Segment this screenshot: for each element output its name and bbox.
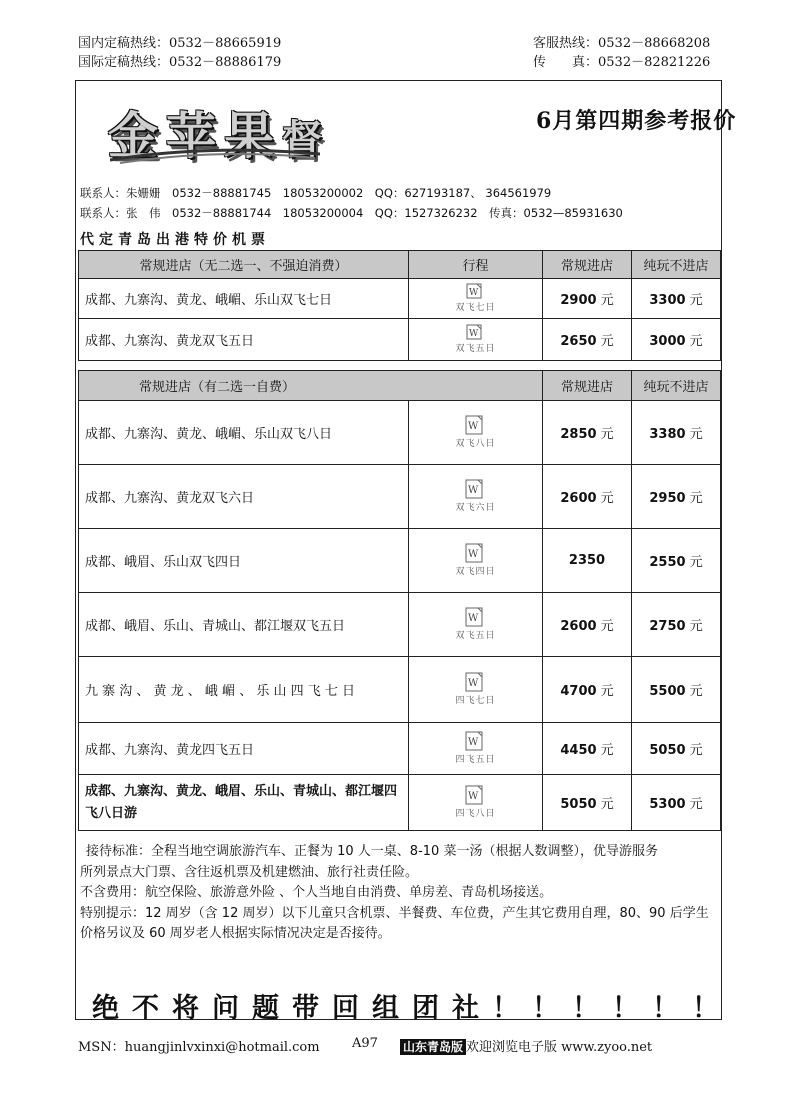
table-row — [79, 465, 721, 529]
price-regular: 2850 元 — [543, 401, 632, 465]
route-name: 九 寨 沟 、 黄 龙 、 峨 嵋 、 乐 山 四 飞 七 日 — [79, 657, 409, 723]
domestic-hotline: 国内定稿热线：0532－88665919 — [78, 36, 282, 51]
footer-site — [400, 1036, 652, 1055]
price-no-shop: 5300 元 — [632, 775, 721, 831]
word-doc-icon — [464, 731, 486, 751]
contact-line-1: 联系人：朱姗姗 0532－88881745 18053200002 QQ：627193187、 364561979 — [80, 186, 552, 200]
price-regular: 2350 — [543, 529, 632, 593]
header-itinerary: 行程 — [409, 251, 543, 279]
svg-text:W: W — [469, 329, 479, 339]
itinerary-doc[interactable] — [455, 415, 495, 449]
route-name: 成都、九寨沟、黄龙四飞五日 — [79, 723, 409, 775]
notes-line: 特别提示：12 周岁（含 12 周岁）以下儿童只含机票、半餐费、车位费，产生其它费用自理，80、90 后学生价格另议及 60 周岁老人根据实际情况决定是否接待。 — [80, 905, 709, 941]
price-no-shop: 5500 元 — [632, 657, 721, 723]
itinerary-doc[interactable] — [455, 607, 495, 641]
svg-text:W: W — [468, 421, 479, 432]
price-regular: 2600 元 — [543, 593, 632, 657]
svg-text:W: W — [468, 549, 479, 560]
price-no-shop: 3300 元 — [632, 279, 721, 319]
doc-label: 四飞五日 — [455, 755, 496, 765]
word-doc-icon — [464, 672, 486, 692]
table-row — [79, 775, 721, 831]
table-row — [79, 657, 721, 723]
price-regular: 5050 元 — [543, 775, 632, 831]
doc-label: 双飞七日 — [455, 303, 496, 313]
price-regular: 2900 元 — [543, 279, 632, 319]
route-name: 成都、九寨沟、黄龙、峨嵋、乐山双飞八日 — [79, 401, 409, 465]
header-category: 常规进店（有二选一自费） — [79, 371, 543, 401]
route-name: 成都、峨眉、乐山双飞四日 — [79, 529, 409, 593]
doc-label: 四飞七日 — [455, 696, 496, 706]
table-header-row — [79, 251, 721, 279]
header-category: 常规进店（无二选一、不强迫消费） — [79, 251, 409, 279]
price-no-shop: 2950 元 — [632, 465, 721, 529]
route-name: 成都、九寨沟、黄龙双飞六日 — [79, 465, 409, 529]
table-row — [79, 319, 721, 361]
logo-text: 金苹果 — [108, 107, 282, 165]
header-regular: 常规进店 — [543, 251, 632, 279]
doc-label: 双飞六日 — [455, 503, 496, 513]
word-doc-icon — [464, 479, 486, 499]
price-regular: 4450 元 — [543, 723, 632, 775]
route-name: 成都、峨眉、乐山、青城山、都江堰双飞五日 — [79, 593, 409, 657]
price-no-shop: 5050 元 — [632, 723, 721, 775]
itinerary-doc[interactable] — [455, 479, 495, 513]
word-doc-icon — [466, 324, 484, 340]
word-doc-icon — [466, 283, 484, 299]
table-header-row — [79, 371, 721, 401]
table-row — [79, 529, 721, 593]
table-row — [79, 593, 721, 657]
price-no-shop: 3000 元 — [632, 319, 721, 361]
doc-label: 双飞八日 — [455, 439, 496, 449]
service-hotline: 客服热线：0532－88668208 — [533, 36, 711, 51]
issue-title: 6月第四期参考报价 — [536, 108, 737, 134]
notes-line: 接待标准：全程当地空调旅游汽车、正餐为 10 人一桌、8-10 菜一汤（根据人数调整），优导游服务 — [86, 844, 658, 859]
svg-text:W: W — [468, 613, 479, 624]
doc-label: 四飞八日 — [455, 809, 496, 819]
header-no-shop: 纯玩不进店 — [632, 371, 721, 401]
itinerary-doc[interactable] — [455, 283, 495, 313]
header-regular: 常规进店 — [543, 371, 632, 401]
route-name: 成都、九寨沟、黄龙、峨嵋、乐山双飞七日 — [79, 279, 409, 319]
route-name: 成都、九寨沟、黄龙、峨眉、乐山、青城山、都江堰四飞八日游 — [79, 775, 409, 831]
word-doc-icon — [464, 607, 486, 627]
itinerary-doc[interactable] — [455, 543, 495, 577]
svg-text:W: W — [469, 288, 479, 298]
svg-text:W: W — [468, 737, 479, 748]
doc-label: 双飞五日 — [455, 344, 496, 354]
svg-text:W: W — [468, 678, 479, 689]
footer-site-text[interactable]: 欢迎浏览电子版 www.zyoo.net — [466, 1040, 653, 1055]
table-row — [79, 401, 721, 465]
price-no-shop: 2550 元 — [632, 529, 721, 593]
price-no-shop: 3380 元 — [632, 401, 721, 465]
logo-swoosh-icon — [110, 142, 320, 164]
itinerary-doc[interactable] — [455, 785, 495, 819]
section-title: 代定青岛出港特价机票 — [80, 232, 270, 248]
itinerary-doc[interactable] — [455, 324, 495, 354]
itinerary-doc[interactable] — [455, 731, 495, 765]
word-doc-icon — [464, 785, 486, 805]
table-row — [79, 279, 721, 319]
price-regular: 2600 元 — [543, 465, 632, 529]
footer-page-number: A97 — [352, 1036, 378, 1051]
route-name: 成都、九寨沟、黄龙双飞五日 — [79, 319, 409, 361]
footer-msn: MSN：huangjinlvxinxi@hotmail.com — [78, 1040, 320, 1055]
price-table-no-forced-shopping — [78, 250, 721, 361]
svg-text:W: W — [468, 791, 479, 802]
word-doc-icon — [464, 543, 486, 563]
notes-line: 不含费用：航空保险、旅游意外险 、个人当地自由消费、单房差、青岛机场接送。 — [80, 885, 553, 900]
edition-badge: 山东青岛版 — [400, 1039, 466, 1055]
table-row — [79, 723, 721, 775]
notes-block — [80, 842, 720, 945]
price-regular: 2650 元 — [543, 319, 632, 361]
doc-label: 双飞四日 — [455, 567, 496, 577]
header-no-shop: 纯玩不进店 — [632, 251, 721, 279]
fax-number: 传 真：0532－82821226 — [533, 55, 711, 70]
notes-line: 所列景点大门票、含往返机票及机建燃油、旅行社责任险。 — [80, 864, 419, 880]
price-regular: 4700 元 — [543, 657, 632, 723]
doc-label: 双飞五日 — [455, 631, 496, 641]
word-doc-icon — [464, 415, 486, 435]
itinerary-doc[interactable] — [455, 672, 495, 706]
contact-line-2: 联系人：张 伟 0532－88881744 18053200004 QQ：1527326232 传真：0532—85931630 — [80, 206, 623, 220]
logo-char: 督 — [282, 117, 330, 163]
svg-text:W: W — [468, 485, 479, 496]
warning-banner: 绝不将问题带回组团社！！！！！！ — [92, 993, 732, 1024]
intl-hotline: 国际定稿热线：0532－88886179 — [78, 55, 282, 70]
price-no-shop: 2750 元 — [632, 593, 721, 657]
price-table-optional-extras — [78, 370, 721, 831]
